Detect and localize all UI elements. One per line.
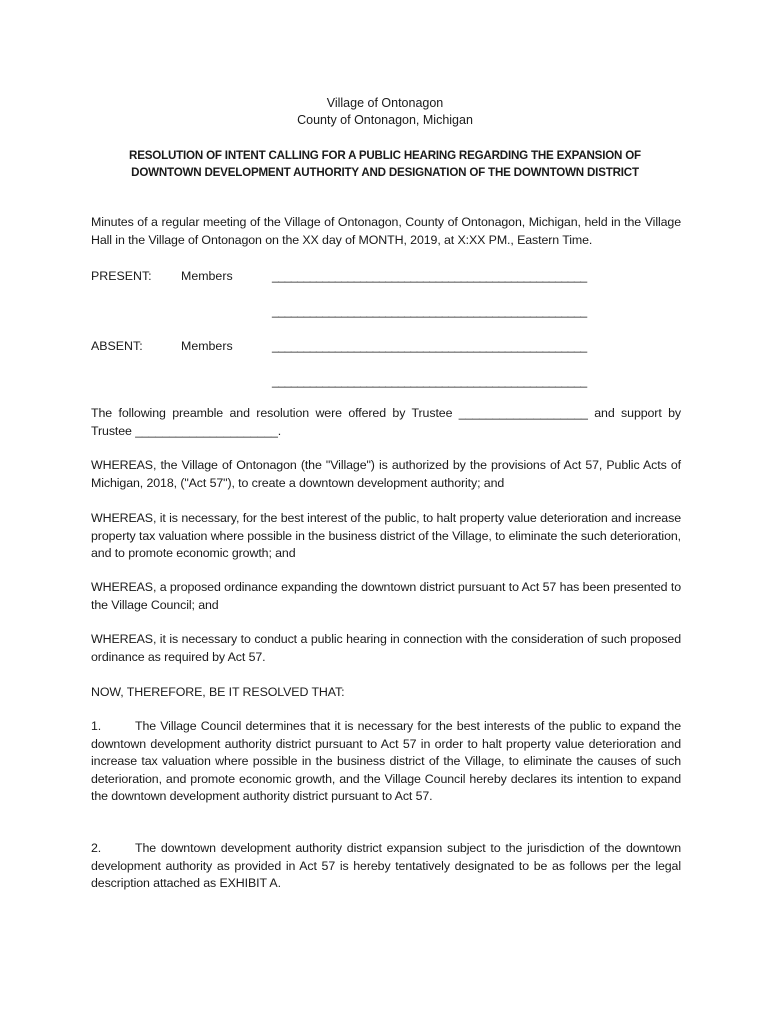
absent-label: ABSENT:: [91, 339, 143, 353]
whereas-paragraph-4: WHEREAS, it is necessary to conduct a public hearing in connection with the consideration of such proposed ordinance as required by Act 57.: [91, 632, 681, 664]
resolution-item-2: [91, 840, 681, 893]
absent-members-label: Members: [181, 339, 233, 353]
present-blank-2: __________________________________________________: [272, 304, 587, 318]
item-2-number: 2.: [91, 841, 102, 855]
whereas-paragraph-2: WHEREAS, it is necessary, for the best interest of the public, to halt property value deterioration and increase property tax valuation where possible in the business district of the Village, to eliminate the such deterioration, and to promote economic growth; and: [91, 511, 681, 560]
minutes-paragraph: Minutes of a regular meeting of the Village of Ontonagon, County of Ontonagon, Michigan, held in the Village Hall in the Village of Ontonagon on the XX day of MONTH, 2019, at X:XX PM., Eastern Time.: [91, 215, 681, 247]
preamble-paragraph: The following preamble and resolution were offered by Trustee ___________________ and support by Trustee _____________________.: [91, 406, 681, 438]
present-label: PRESENT:: [91, 269, 152, 283]
whereas-paragraph-3: WHEREAS, a proposed ordinance expanding the downtown district pursuant to Act 57 has been presented to the Village Council; and: [91, 580, 681, 612]
absent-blank-2: __________________________________________________: [272, 374, 587, 388]
title-line-1: RESOLUTION OF INTENT CALLING FOR A PUBLIC HEARING REGARDING THE EXPANSION OF: [129, 149, 641, 162]
header-village: Village of Ontonagon: [326, 96, 444, 110]
absent-blank-1: __________________________________________________: [272, 339, 587, 353]
present-blank-1: __________________________________________________: [272, 269, 587, 283]
item-1-text: The Village Council determines that it is necessary for the best interests of the public to expand the downtown development authority district pursuant to Act 57 in order to halt property value deterioration and increase tax valuation where possible in the business district of the Village, to eliminate the causes of such deterioration, and promote economic growth, and the Village Council hereby declares its intention to expand the downtown development authority district pursuant to Act 57.: [91, 719, 681, 803]
item-2-text: The downtown development authority district expansion subject to the jurisdiction of the downtown development authority as provided in Act 57 is hereby tentatively designated to be as follows per the legal description attached as EXHIBIT A.: [91, 841, 681, 890]
resolved-heading: NOW, THEREFORE, BE IT RESOLVED THAT:: [91, 685, 345, 699]
resolution-item-1: [91, 718, 681, 806]
present-members-label: Members: [181, 269, 233, 283]
whereas-paragraph-1: WHEREAS, the Village of Ontonagon (the "Village") is authorized by the provisions of Act 57, Public Acts of Michigan, 2018, ("Act 57"), to create a downtown development authority; and: [91, 458, 681, 490]
resolution-title: [0, 147, 770, 181]
title-line-2: DOWNTOWN DEVELOPMENT AUTHORITY AND DESIGNATION OF THE DOWNTOWN DISTRICT: [131, 166, 639, 179]
header-county: County of Ontonagon, Michigan: [297, 113, 473, 127]
item-1-number: 1.: [91, 719, 102, 733]
